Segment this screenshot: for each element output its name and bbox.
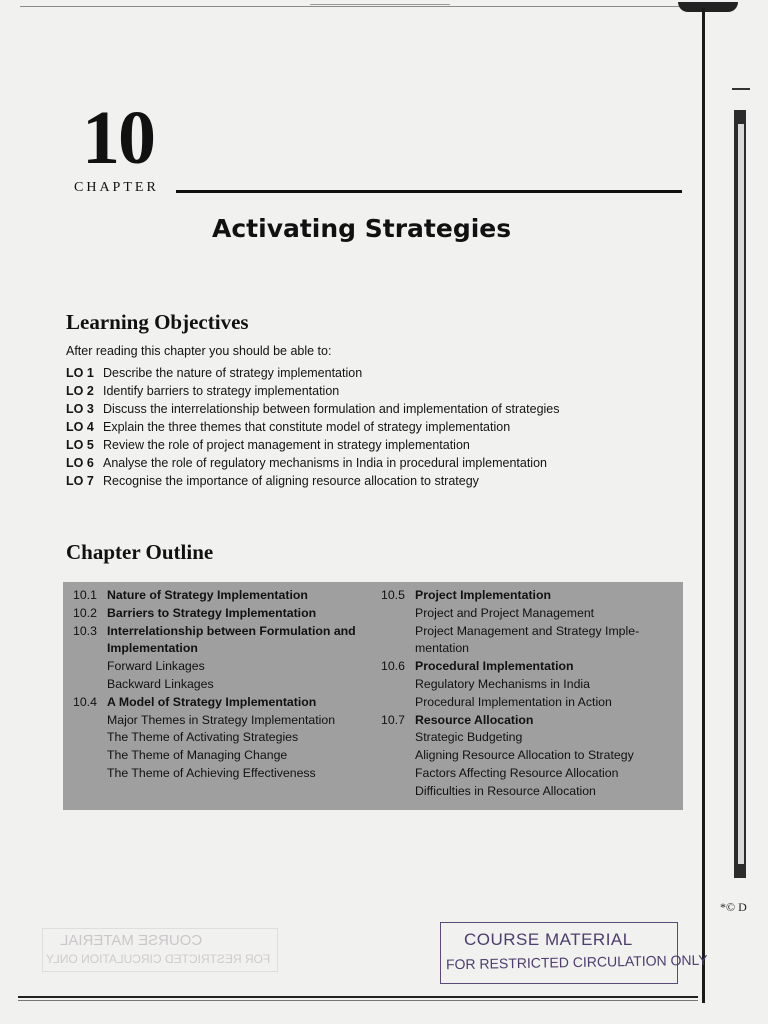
outline-row [381, 623, 681, 641]
lo-item [66, 454, 666, 472]
outline-row [381, 783, 681, 801]
next-page-footnote: *© D [720, 900, 747, 914]
outline-number [381, 783, 415, 801]
scan-edge-line [310, 4, 450, 5]
bottom-rule [18, 1000, 698, 1001]
chapter-outline-box [63, 582, 683, 810]
outline-text: Interrelationship between Formulation and [107, 623, 356, 638]
outline-number: 10.1 [73, 588, 97, 602]
outline-row [381, 640, 681, 658]
outline-row [381, 765, 681, 783]
outline-number [381, 765, 415, 783]
chapter-outline-heading: Chapter Outline [66, 540, 214, 564]
outline-text: Project Implementation [415, 588, 551, 602]
outline-number [381, 640, 415, 658]
outline-row [381, 694, 681, 712]
outline-row [73, 747, 383, 765]
lo-text: Discuss the interrelationship between formulation and implementation of strategies [103, 402, 560, 416]
outline-number [73, 747, 107, 765]
outline-number [381, 747, 415, 765]
outline-text: Resource Allocation [415, 712, 534, 727]
lo-text: Review the role of project management in strategy implementation [103, 438, 470, 452]
bottom-rule [18, 996, 698, 998]
outline-text: Major Themes in Strategy Implementation [107, 712, 336, 727]
outline-text: The Theme of Managing Change [107, 748, 288, 763]
lo-text: Identify barriers to strategy implementation [103, 384, 340, 398]
scan-edge-line [20, 6, 680, 7]
outline-row [73, 712, 383, 730]
learning-objectives-heading: Learning Objectives [66, 310, 249, 334]
outline-number: 10.7 [381, 712, 405, 727]
chapter-title: Activating Strategies [212, 214, 512, 243]
outline-column-right [381, 587, 681, 801]
chapter-rule [176, 190, 682, 193]
stamp-line-1: COURSE MATERIAL [464, 930, 633, 949]
outline-row [73, 640, 383, 658]
outline-row [381, 676, 681, 694]
lo-item [66, 364, 666, 382]
outline-number [73, 676, 107, 694]
outline-row [381, 658, 681, 676]
bleed-through-stamp-text: FOR RESTRICTED CIRCULATION ONLY [46, 952, 271, 966]
outline-text: Nature of Strategy Implementation [107, 588, 308, 602]
lo-code: LO 3 [66, 402, 94, 416]
lo-code: LO 2 [66, 384, 94, 398]
outline-number [381, 623, 415, 641]
outline-number [73, 712, 107, 730]
outline-row [73, 694, 383, 712]
learning-objectives-intro: After reading this chapter you should be able to: [66, 344, 332, 358]
next-page-strip-inner [738, 124, 744, 864]
lo-code: LO 6 [66, 456, 94, 470]
binding-clip [678, 2, 738, 12]
lo-text: Analyse the role of regulatory mechanisms in India in procedural implementation [103, 456, 547, 470]
outline-number [73, 729, 107, 747]
outline-row [73, 658, 383, 676]
outline-number [73, 658, 107, 676]
learning-objectives-list [66, 364, 666, 490]
outline-row [73, 765, 383, 783]
lo-item [66, 436, 666, 454]
outline-text: Procedural Implementation [415, 659, 574, 674]
outline-text: Implementation [107, 641, 198, 656]
outline-text: Procedural Implementation in Action [415, 694, 612, 709]
lo-item [66, 400, 666, 418]
lo-text: Recognise the importance of aligning resource allocation to strategy [103, 474, 479, 488]
outline-text: Barriers to Strategy Implementation [107, 605, 317, 620]
lo-item [66, 418, 666, 436]
outline-row [73, 729, 383, 747]
outline-number [381, 694, 415, 712]
outline-row [381, 729, 681, 747]
next-page-mark [732, 88, 750, 90]
chapter-number: 10 [82, 96, 154, 180]
outline-text: The Theme of Achieving Effectiveness [107, 765, 316, 780]
outline-row [381, 747, 681, 765]
lo-code: LO 5 [66, 438, 94, 452]
outline-number: 10.2 [73, 605, 97, 620]
outline-text: The Theme of Activating Strategies [107, 730, 299, 745]
outline-number: 10.5 [381, 588, 405, 602]
outline-text: Regulatory Mechanisms in India [415, 676, 590, 691]
lo-text: Describe the nature of strategy implementation [103, 366, 363, 380]
outline-number [381, 676, 415, 694]
outline-row [73, 623, 383, 641]
outline-row [381, 605, 681, 623]
outline-number: 10.6 [381, 659, 405, 674]
outline-row [73, 587, 383, 605]
outline-text: Project Management and Strategy Imple- [415, 623, 640, 638]
lo-code: LO 4 [66, 420, 94, 434]
outline-text: Aligning Resource Allocation to Strategy [415, 748, 634, 763]
lo-item [66, 382, 666, 400]
outline-text: Factors Affecting Resource Allocation [415, 765, 619, 780]
outline-text: Backward Linkages [107, 676, 214, 691]
outline-number [73, 765, 107, 783]
outline-text: Strategic Budgeting [415, 730, 523, 745]
outline-column-left [73, 587, 383, 783]
outline-row [381, 712, 681, 730]
lo-item [66, 472, 666, 490]
outline-number [381, 729, 415, 747]
outline-number [381, 605, 415, 623]
bleed-through-stamp-text: COURSE MATERIAL [60, 932, 203, 949]
chapter-label: CHAPTER [74, 180, 159, 195]
lo-text: Explain the three themes that constitute model of strategy implementation [103, 420, 511, 434]
stamp-line-2: FOR RESTRICTED CIRCULATION ONLY [445, 951, 708, 973]
outline-text: A Model of Strategy Implementation [107, 694, 317, 709]
outline-text: mentation [415, 641, 470, 656]
outline-text: Project and Project Management [415, 605, 595, 620]
outline-number: 10.3 [73, 623, 97, 638]
outline-row [381, 587, 681, 605]
outline-number: 10.4 [73, 694, 97, 709]
outline-row [73, 605, 383, 623]
lo-code: LO 7 [66, 474, 94, 488]
page-binding-edge [702, 8, 705, 1003]
outline-number [73, 640, 107, 658]
outline-text: Difficulties in Resource Allocation [415, 783, 596, 798]
outline-row [73, 676, 383, 694]
lo-code: LO 1 [66, 366, 94, 380]
outline-text: Forward Linkages [107, 659, 205, 674]
